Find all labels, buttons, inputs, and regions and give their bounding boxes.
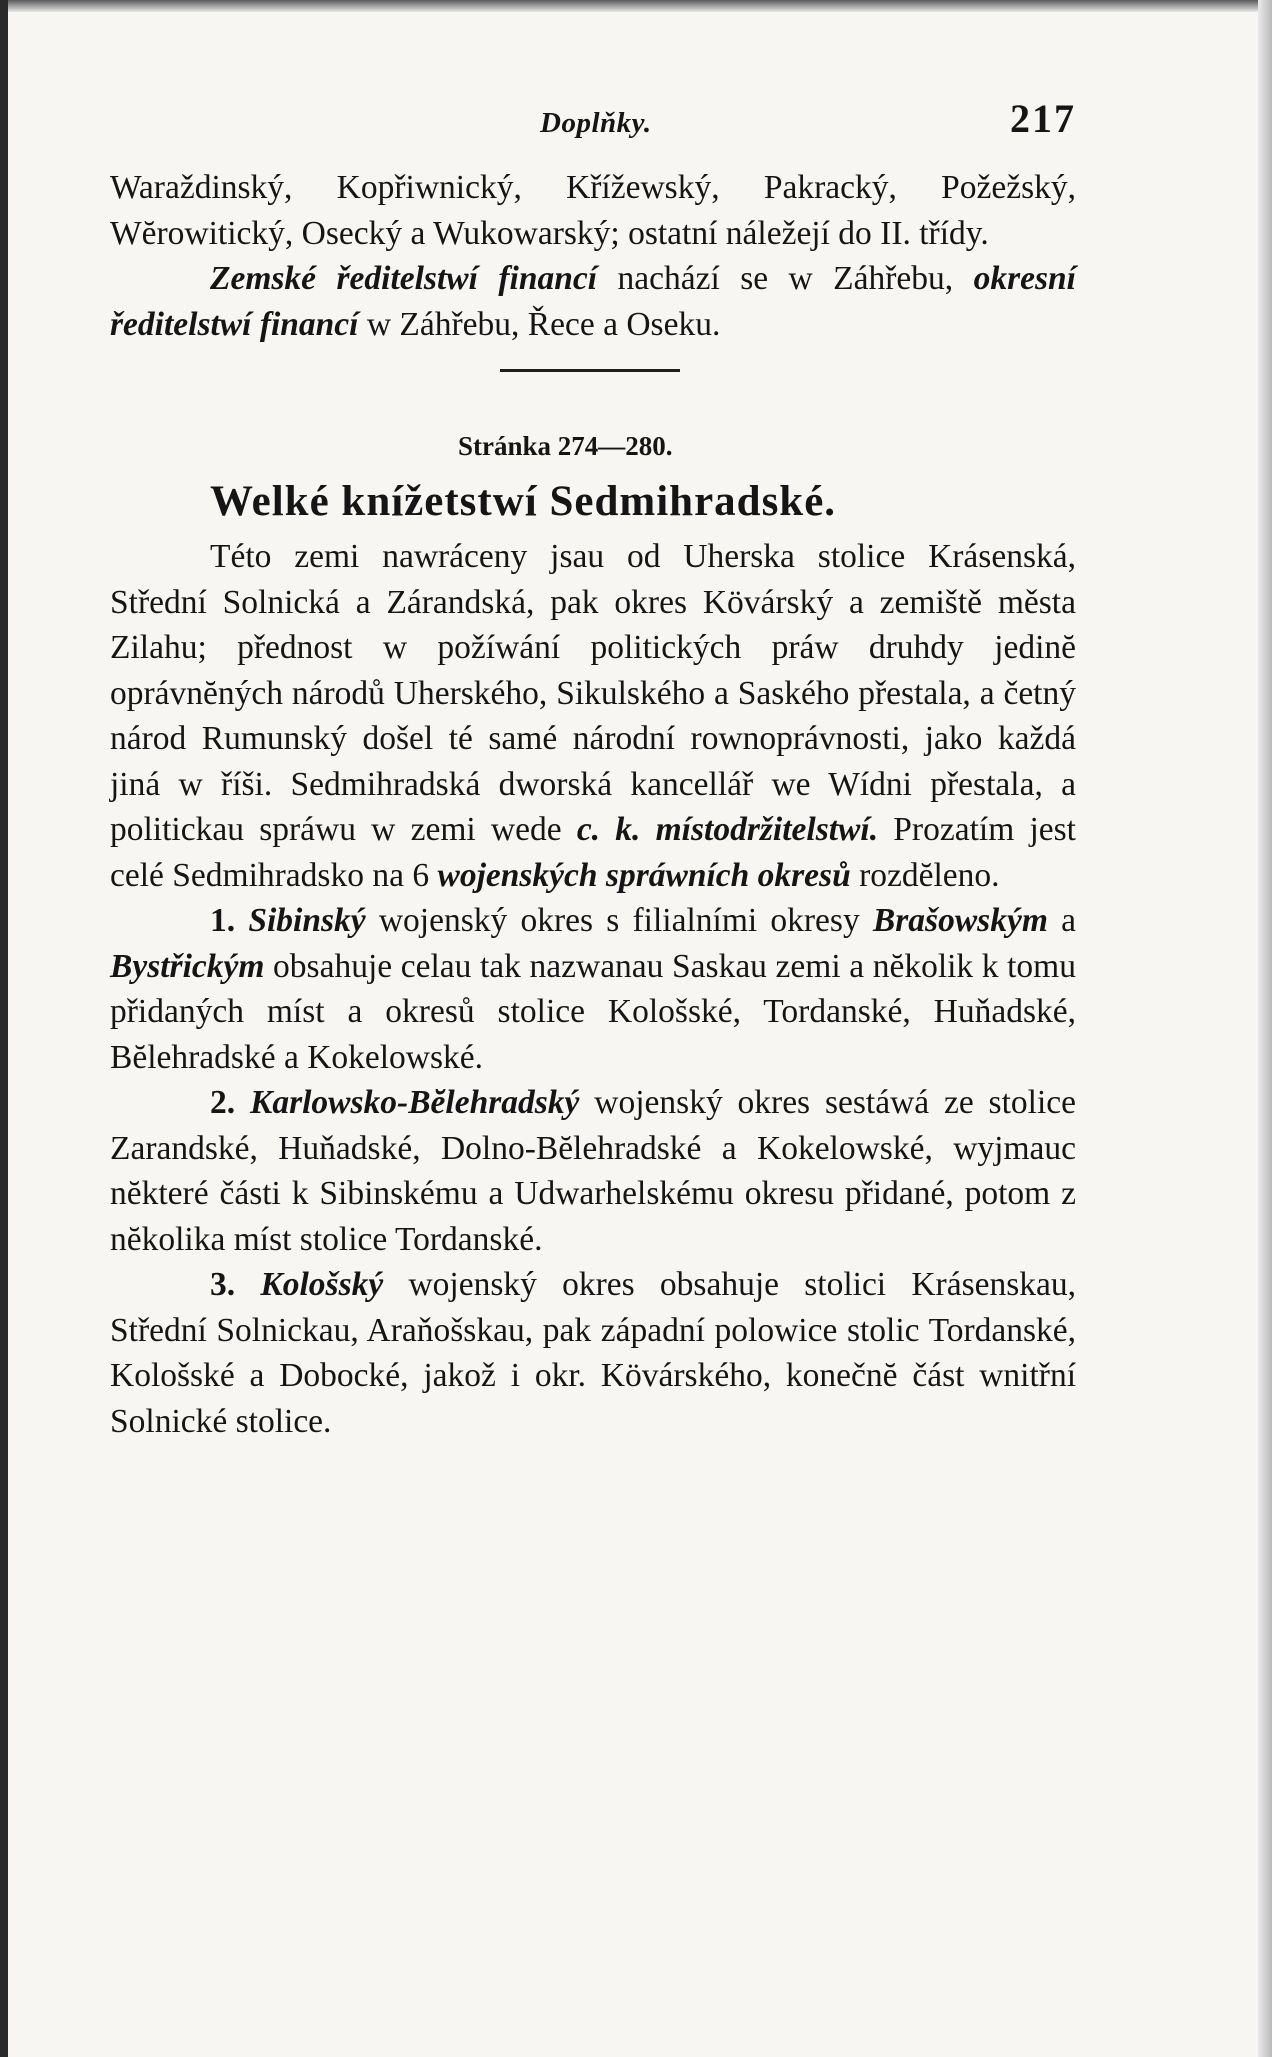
district-number: 1. [210, 902, 236, 939]
intro-text-1: Této zemi nawráceny jsau od Uherska stolice Krásenská, Střední Solnická a Zárandská, pak okres Kövárský a zemiště města Zilahu; přednost w požíwání politických práw druhdy jedinĕ oprávnĕných národů Uherského, Sikulského a Saského přestala, a četný národ Rumunský došel té samé národní rownoprávnosti, jako každá jiná w říši. Sedmihradská dworská kancellář we Wídni přestala, a politickau spráwu w zemi wede [110, 538, 1076, 848]
page-edge-left [0, 0, 8, 2057]
continuation-text: Waraždinský, Kopřiwnický, Křížewský, Pakracký, Požežský, Wĕrowitický, Osecký a Wukowarský; ostatní náležejí do II. třídy. [110, 169, 1076, 252]
finance-paragraph [110, 256, 1076, 347]
finance-text-1: nachází se w Záhřebu, [597, 260, 974, 297]
district-text-1: wojenský okres s filialními okresy [365, 902, 873, 939]
section-divider [500, 369, 680, 372]
book-page [110, 95, 1076, 1444]
district-text-1: wojenský okres obsahuje stolici Krásenskau, Střední Solnickau, Araňošskau, pak západní polowice stolic Tordanské, Kološské a Dobocké, jakož i okr. Kövárského, konečnĕ část wnitřní Solnické stolice. [110, 1266, 1077, 1440]
intro-text-2: Prozatím jest celé Sedmihradsko na 6 [110, 811, 1076, 894]
finance-term-land: Zemské ředitelstwí financí [210, 260, 598, 297]
district-name: Karlowsko-Bĕlehradský [249, 1084, 580, 1121]
district-item [110, 1262, 1076, 1444]
district-subterm-2: Bystřickým [110, 947, 265, 985]
running-head [110, 95, 1076, 165]
district-number: 2. [210, 1084, 236, 1121]
district-text-2: a [1047, 902, 1076, 939]
intro-term-districts: wojenských spráwních okresů [437, 856, 851, 894]
section-page-reference: Stránka 274—280. [458, 431, 673, 461]
running-title: Doplňky. [540, 107, 652, 139]
page-edge-top [0, 0, 1272, 12]
continuation-paragraph [110, 165, 1076, 256]
page-edge-right [1258, 0, 1272, 2057]
finance-text-2: w Záhřebu, Řece a Oseku. [358, 305, 721, 343]
intro-term-authority: c. k. místodržitelstwí. [576, 811, 879, 848]
district-item [110, 898, 1076, 1080]
district-text-3: obsahuje celau tak nazwanau Saskau zemi a nĕkolik k tomu přidaných míst a okresů stolice Kološské, Tordanské, Huňadské, Bĕlehradské a Kokelowské. [110, 947, 1076, 1076]
finance-term-district: okresní ředitelstwí financí [110, 260, 1076, 343]
district-item [110, 1080, 1076, 1262]
intro-text-3: rozdĕleno. [850, 856, 1000, 894]
intro-paragraph [110, 534, 1076, 898]
section-title: Welké knížetstwí Sedmihradské. [210, 478, 837, 525]
page-number: 217 [1010, 96, 1076, 141]
district-name: Kološský [260, 1266, 384, 1303]
district-number: 3. [210, 1266, 236, 1303]
district-text-1: wojenský okres sestáwá ze stolice Zarandské, Huňadské, Dolno-Bĕlehradské a Kokelowské, wyjmauc nĕkteré části k Sibinskému a Udwarhelskému okresu přidané, potom z nĕkolika míst stolice Tordanské. [110, 1084, 1077, 1258]
district-subterm-1: Brašowským [872, 902, 1048, 939]
district-name: Sibinský [248, 902, 366, 939]
